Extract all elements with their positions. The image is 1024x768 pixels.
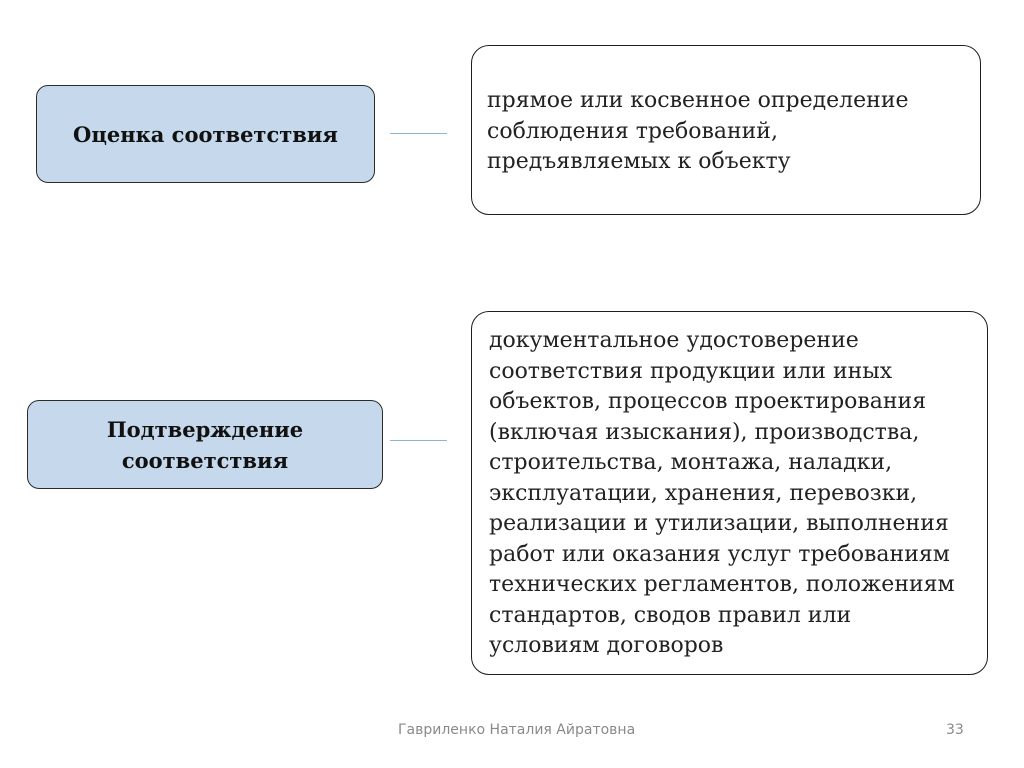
definition-box-conformity-confirmation	[471, 311, 988, 675]
connector-line	[390, 133, 447, 134]
definition-line: реализации и утилизации, выполнения	[489, 511, 949, 536]
definition-line: объектов, процессов проектирования	[489, 389, 927, 414]
definition-line: технических регламентов, положениям	[489, 572, 955, 597]
term-box-conformity-confirmation	[27, 400, 383, 489]
definition-line: (включая изыскания), производства,	[489, 419, 920, 445]
definition-line: эксплуатации, хранения, перевозки,	[489, 480, 918, 506]
definition-line: соответствия продукции или иных	[489, 358, 893, 384]
definition-line: прямое или косвенное определение	[487, 88, 909, 113]
definition-line: предъявляемых к объекту	[487, 149, 791, 174]
term-label	[107, 414, 303, 476]
term-box-conformity-assessment	[36, 85, 375, 183]
footer-author: Гавриленко Наталия Айратовна	[398, 722, 636, 738]
term-label-line: соответствия	[121, 447, 289, 473]
term-label: Оценка соответствия	[73, 121, 338, 147]
definition-line: документальное удостоверение	[489, 328, 859, 353]
definition-line: стандартов, сводов правил или	[489, 602, 852, 628]
definition-line: строительства, монтажа, наладки,	[489, 450, 893, 475]
definition-line: соблюдения требований,	[487, 118, 778, 144]
definition-box-conformity-assessment	[471, 45, 981, 215]
term-label-line: Подтверждение	[106, 416, 304, 442]
definition-line: работ или оказания услуг требованиям	[489, 541, 950, 567]
connector-line	[390, 440, 447, 441]
definition-line: условиям договоров	[489, 633, 724, 658]
slide-number: 33	[946, 722, 964, 738]
